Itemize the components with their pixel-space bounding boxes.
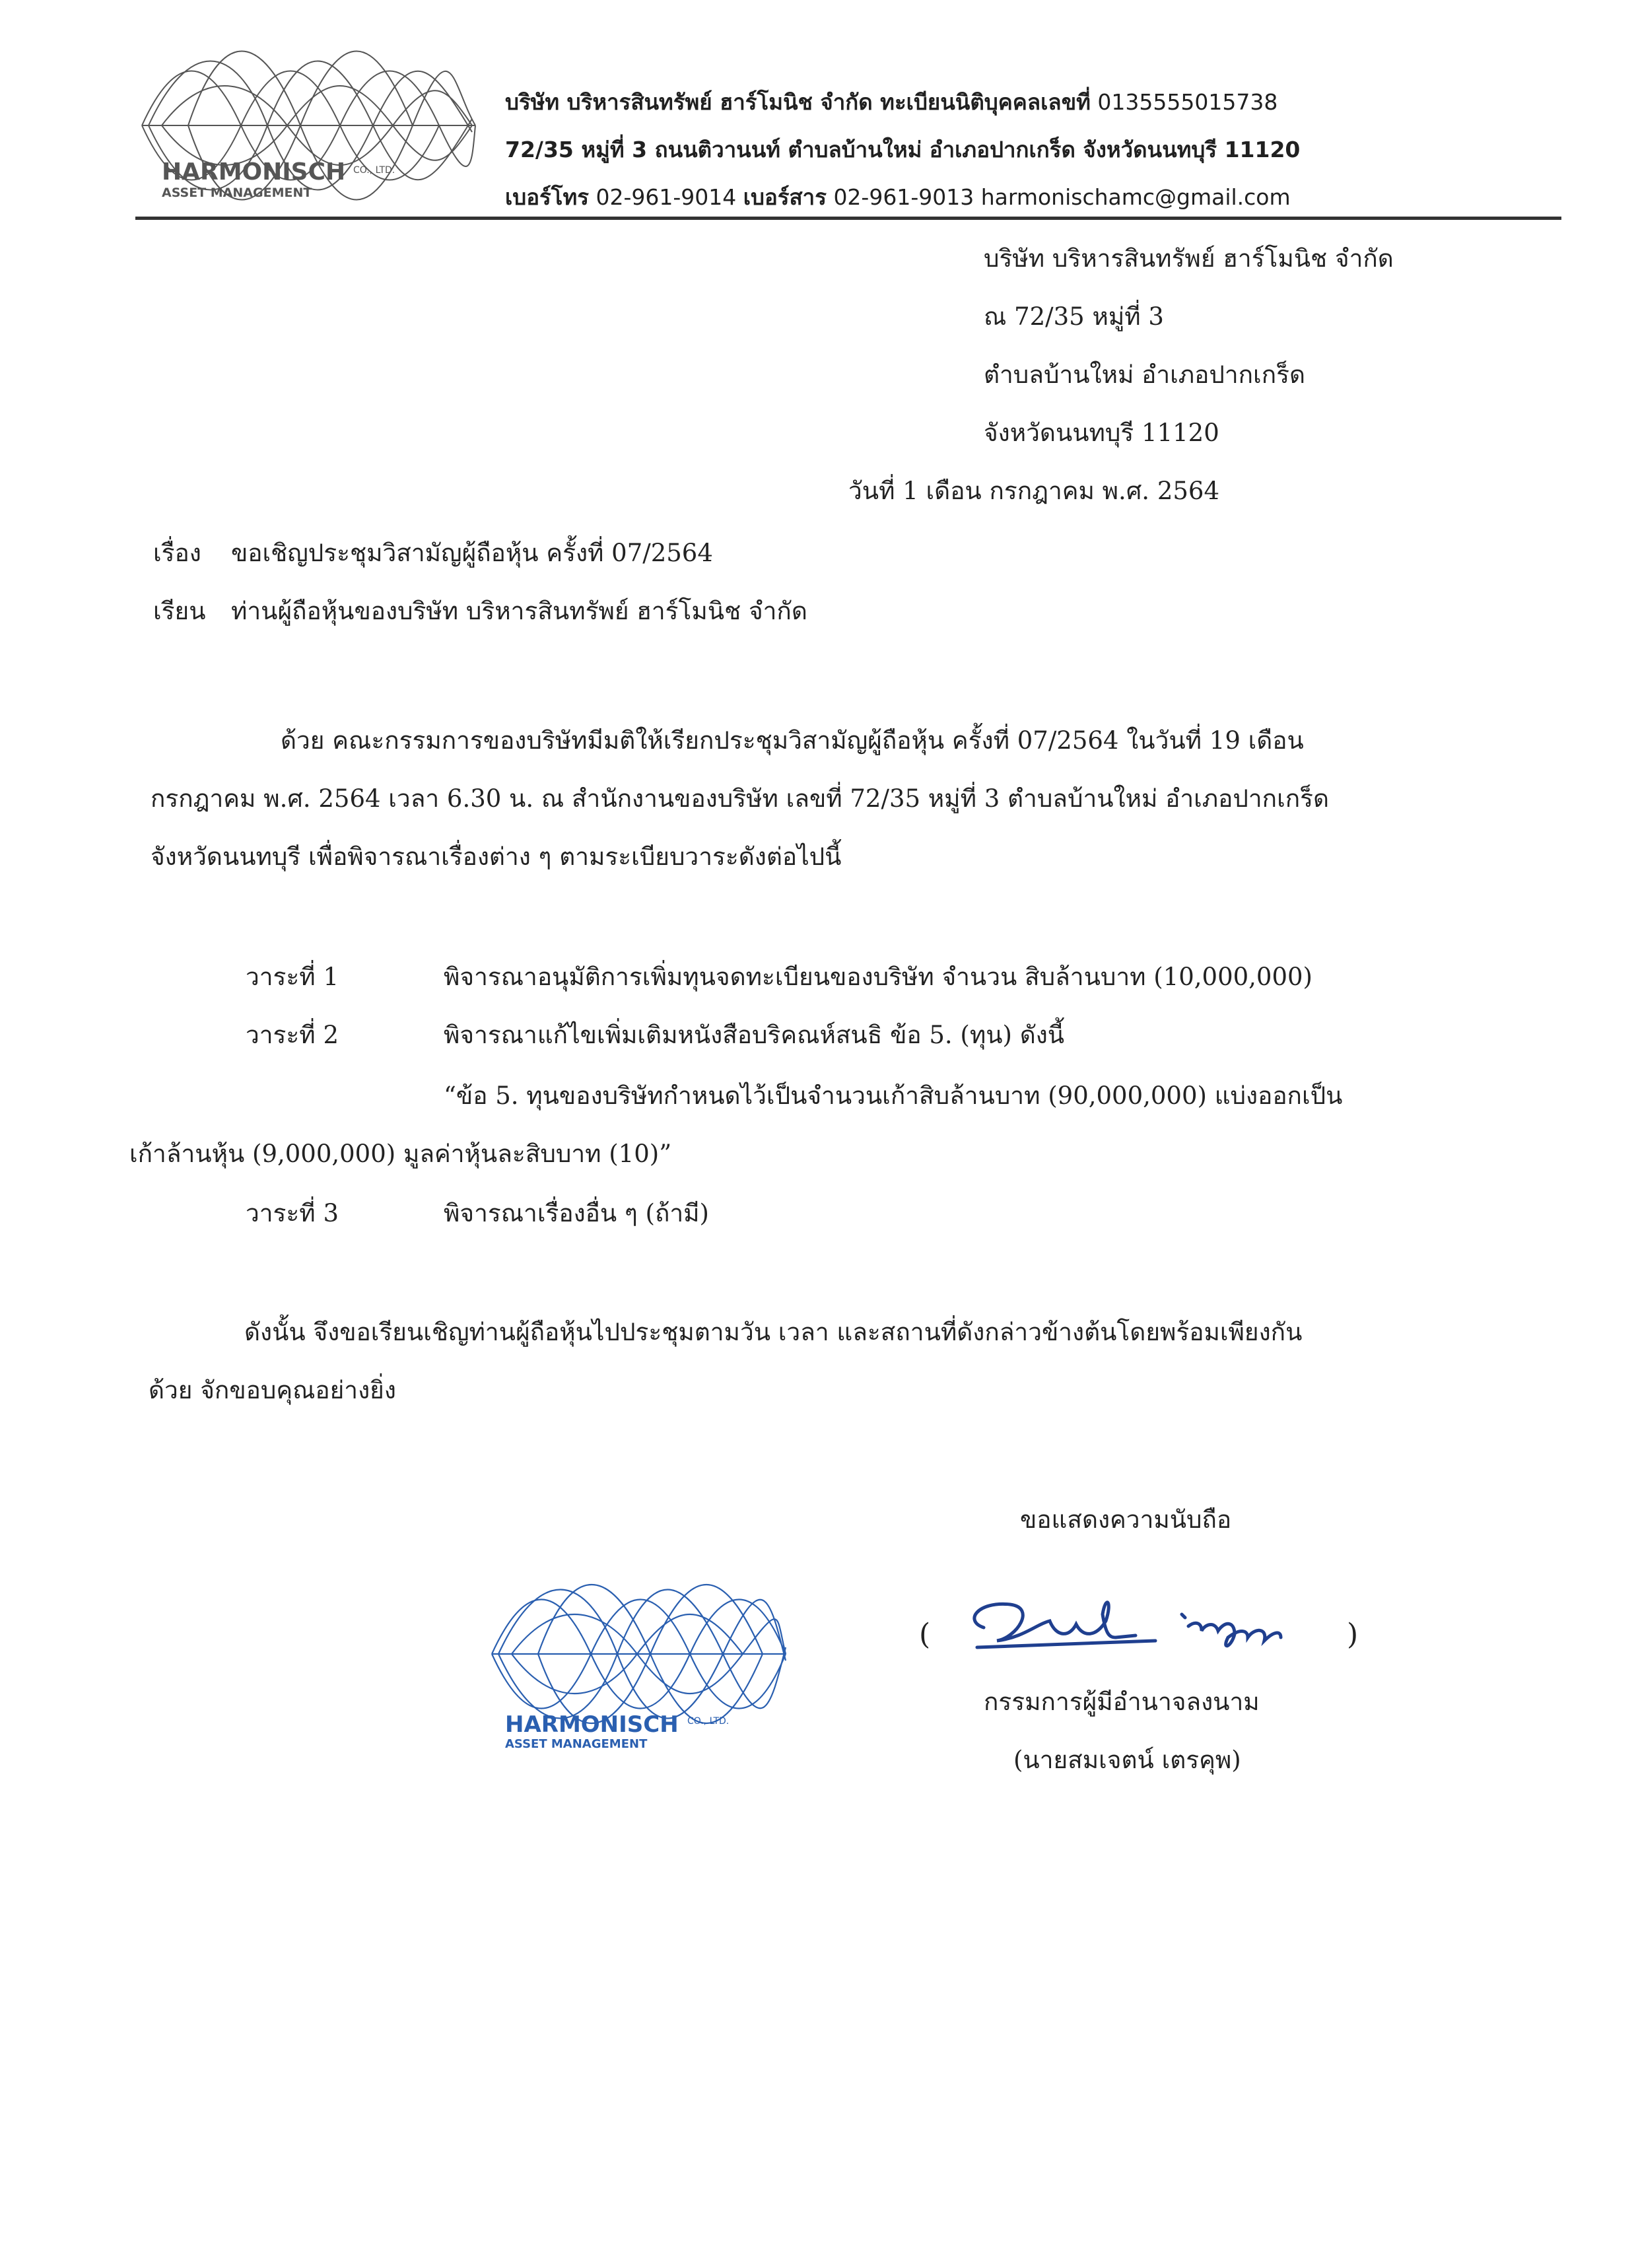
intro-line-1: ด้วย คณะกรรมการของบริษัทมีมติให้เรียกประชุมวิสามัญผู้ถือหุ้น ครั้งที่ 07/2564 ในวันที่ 19 เดือน bbox=[281, 726, 1304, 755]
subject-label: เรื่อง bbox=[153, 539, 201, 567]
letterhead-address: 72/35 หมู่ที่ 3 ถนนติวานนท์ ตำบลบ้านใหม่ อำเภอปากเกร็ด จังหวัดนนทบุรี 11120 bbox=[505, 137, 1301, 162]
signatory-title: กรรมการผู้มีอำนาจลงนาม bbox=[984, 1688, 1260, 1716]
letterhead-contact bbox=[505, 180, 1291, 215]
quote-line-1: “ข้อ 5. ทุนของบริษัทกำหนดไว้เป็นจำนวนเก้าสิบล้านบาท (90,000,000) แบ่งออกเป็น bbox=[444, 1082, 1343, 1110]
phone-number: 02-961-9014 bbox=[596, 184, 737, 210]
company-stamp bbox=[485, 1555, 789, 1753]
letterhead-line-1 bbox=[505, 85, 1278, 120]
signature-close-paren: ) bbox=[1347, 1618, 1359, 1651]
agenda-3-text: พิจารณาเรื่องอื่น ๆ (ถ้ามี) bbox=[444, 1199, 709, 1227]
letterhead-company-registration: บริษัท บริหารสินทรัพย์ ฮาร์โมนิช จำกัด ทะเบียนนิติบุคคลเลขที่ bbox=[505, 89, 1091, 115]
closing-line-1: ดังนั้น จึงขอเรียนเชิญท่านผู้ถือหุ้นไปประชุมตามวัน เวลา และสถานที่ดังกล่าวข้างต้นโดยพร้อมเพียงกัน bbox=[244, 1318, 1303, 1346]
email-address: harmonischamc@gmail.com bbox=[980, 184, 1291, 210]
agenda-2-label: วาระที่ 2 bbox=[246, 1021, 339, 1049]
regards: ขอแสดงความนับถือ bbox=[1020, 1505, 1232, 1534]
fax-number: 02-961-9013 bbox=[833, 184, 974, 210]
intro-line-3: จังหวัดนนทบุรี เพื่อพิจารณาเรื่องต่าง ๆ ตามระเบียบวาระดังต่อไปนี้ bbox=[151, 842, 842, 871]
to-text: ท่านผู้ถือหุ้นของบริษัท บริหารสินทรัพย์ ฮาร์โมนิช จำกัด bbox=[231, 597, 807, 625]
sender-address-3: จังหวัดนนทบุรี 11120 bbox=[984, 419, 1219, 447]
header-divider bbox=[135, 217, 1561, 220]
letterhead-registration-number: 0135555015738 bbox=[1097, 89, 1278, 115]
intro-line-2: กรกฎาคม พ.ศ. 2564 เวลา 6.30 น. ณ สำนักงานของบริษัท เลขที่ 72/35 หมู่ที่ 3 ตำบลบ้านใหม่ อำเภอปากเกร็ด bbox=[151, 784, 1330, 813]
company-logo bbox=[135, 26, 479, 205]
logo-text: HARMONISCH bbox=[162, 158, 346, 186]
sender-address-1: ณ 72/35 หมู่ที่ 3 bbox=[984, 302, 1164, 331]
logo-co: CO., LTD. bbox=[353, 165, 395, 176]
stamp-logo-co: CO., LTD. bbox=[687, 1716, 730, 1727]
to-label: เรียน bbox=[153, 597, 206, 625]
subject-text: ขอเชิญประชุมวิสามัญผู้ถือหุ้น ครั้งที่ 07/2564 bbox=[231, 539, 713, 567]
agenda-1-text: พิจารณาอนุมัติการเพิ่มทุนจดทะเบียนของบริษัท จำนวน สิบล้านบาท (10,000,000) bbox=[444, 963, 1312, 991]
agenda-2-text: พิจารณาแก้ไขเพิ่มเติมหนังสือบริคณห์สนธิ ข้อ 5. (ทุน) ดังนี้ bbox=[444, 1021, 1065, 1049]
quote-line-2: เก้าล้านหุ้น (9,000,000) มูลค่าหุ้นละสิบบาท (10)” bbox=[129, 1140, 672, 1168]
fax-label: เบอร์สาร bbox=[743, 184, 827, 210]
logo-sub: ASSET MANAGEMENT bbox=[162, 186, 312, 200]
sender-company: บริษัท บริหารสินทรัพย์ ฮาร์โมนิช จำกัด bbox=[984, 244, 1394, 273]
agenda-3-label: วาระที่ 3 bbox=[246, 1199, 339, 1227]
agenda-1-label: วาระที่ 1 bbox=[246, 963, 339, 991]
handwritten-signature bbox=[937, 1575, 1347, 1667]
sender-address-2: ตำบลบ้านใหม่ อำเภอปากเกร็ด bbox=[984, 361, 1305, 389]
closing-line-2: ด้วย จักขอบคุณอย่างยิ่ง bbox=[149, 1376, 396, 1404]
stamp-logo-text: HARMONISCH bbox=[505, 1711, 679, 1738]
letter-date: วันที่ 1 เดือน กรกฎาคม พ.ศ. 2564 bbox=[848, 477, 1219, 505]
phone-label: เบอร์โทร bbox=[505, 184, 589, 210]
signatory-name: (นายสมเจตน์ เตรคุพ) bbox=[1013, 1746, 1241, 1774]
stamp-logo-sub: ASSET MANAGEMENT bbox=[505, 1737, 648, 1751]
signature-open-paren: ( bbox=[919, 1618, 931, 1651]
